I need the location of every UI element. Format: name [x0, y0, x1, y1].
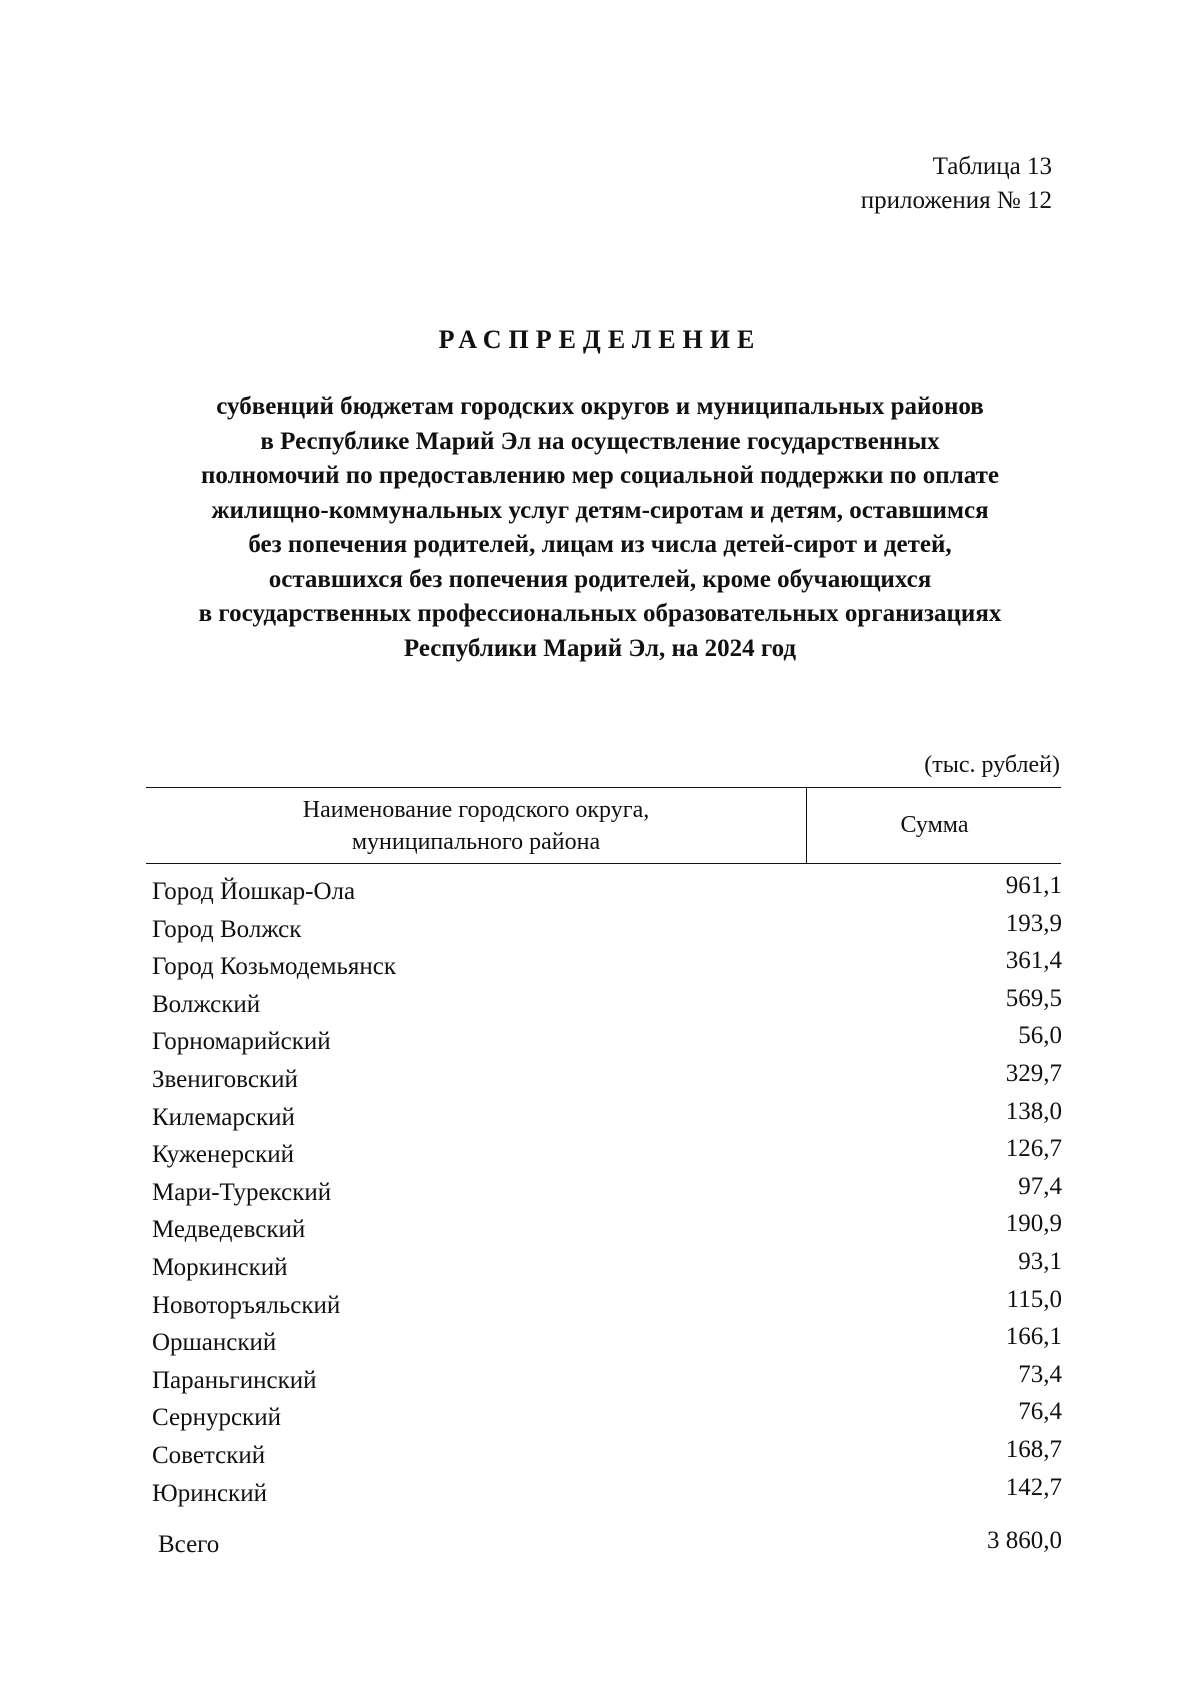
row-name: Килемарский [152, 1103, 295, 1131]
column-header-name [146, 788, 807, 863]
row-value: 56,0 [1018, 1022, 1062, 1050]
row-name: Волжский [152, 990, 261, 1018]
table-row [152, 1024, 1062, 1062]
column-header-sum: Сумма [900, 812, 969, 838]
row-value: 93,1 [1018, 1247, 1062, 1275]
row-name: Город Козьмодемьянск [152, 953, 396, 981]
row-value: 138,0 [1005, 1097, 1062, 1125]
row-name: Звениговский [152, 1065, 298, 1093]
row-name: Мари-Турекский [152, 1178, 332, 1206]
table-reference [861, 150, 1052, 218]
table-row [152, 1360, 1062, 1401]
row-value: 193,9 [1005, 909, 1062, 937]
column-header-name-line: Наименование городского округа, [302, 796, 650, 823]
row-name: Сернурский [152, 1404, 281, 1432]
document-title: РАСПРЕДЕЛЕНИЕ [438, 325, 762, 354]
table-row [152, 1212, 1062, 1250]
units-label: (тыс. рублей) [924, 752, 1060, 778]
total-value: 3 860,0 [987, 1527, 1062, 1554]
table-body [152, 874, 1062, 1513]
subtitle-line: без попечения родителей, лицам из числа детей-сирот и детей, [248, 531, 952, 558]
subtitle-line: оставшихся без попечения родителей, кроме обучающихся [268, 565, 932, 593]
total-label: Всего [158, 1531, 220, 1558]
table-row [152, 1285, 1062, 1326]
table-row [152, 1400, 1062, 1438]
row-value: 142,7 [1005, 1473, 1062, 1501]
subtitle-line: в Республике Марий Эл на осуществление государственных [260, 427, 940, 455]
document-subtitle [150, 390, 1050, 666]
table-row [152, 1059, 1062, 1100]
row-name: Моркинский [152, 1253, 288, 1281]
subtitle-line: Республики Марий Эл, на 2024 год [403, 634, 797, 662]
subtitle-line: полномочий по предоставлению мер социальной поддержки по оплате [201, 462, 999, 489]
table-row [152, 1435, 1062, 1476]
row-value: 115,0 [1006, 1285, 1062, 1313]
row-value: 569,5 [1005, 984, 1062, 1012]
row-name: Оршанский [152, 1329, 277, 1357]
row-name: Медведевский [152, 1216, 306, 1244]
row-value: 961,1 [1005, 872, 1062, 899]
table-row [152, 1137, 1062, 1175]
subtitle-line: в государственных профессиональных образовательных организациях [198, 600, 1002, 627]
row-name: Советский [152, 1441, 266, 1469]
table-row [152, 949, 1062, 987]
row-value: 361,4 [1005, 947, 1062, 975]
table-row [152, 984, 1062, 1025]
row-value: 166,1 [1005, 1323, 1062, 1351]
row-value: 76,4 [1018, 1398, 1062, 1426]
table-number: Таблица 13 [932, 153, 1052, 180]
subtitle-line: субвенций бюджетам городских округов и муниципальных районов [216, 393, 984, 420]
column-header-name-line: муниципального района [351, 828, 601, 855]
table-row [152, 1172, 1062, 1213]
table-row [152, 1325, 1062, 1363]
row-name: Куженерский [152, 1141, 294, 1169]
table-row [152, 1097, 1062, 1138]
subtitle-line: жилищно-коммунальных услуг детям-сиротам и детям, оставшимся [211, 496, 989, 524]
row-name: Город Волжск [152, 915, 302, 943]
row-value: 190,9 [1005, 1210, 1062, 1238]
row-value: 329,7 [1005, 1059, 1062, 1087]
appendix-number: приложения № 12 [860, 187, 1052, 214]
row-value: 73,4 [1018, 1360, 1062, 1388]
row-value: 168,7 [1005, 1435, 1062, 1463]
total-row [152, 1527, 1062, 1565]
table-header [146, 787, 1061, 864]
row-value: 97,4 [1018, 1172, 1062, 1200]
table-row [152, 909, 1062, 950]
table-row [152, 1247, 1062, 1288]
row-value: 126,7 [1005, 1135, 1062, 1163]
row-name: Горномарийский [152, 1028, 331, 1056]
row-name: Город Йошкар-Ола [152, 878, 356, 905]
row-name: Параньгинский [152, 1366, 317, 1394]
table-row [152, 874, 1062, 912]
row-name: Новоторъяльский [152, 1291, 341, 1319]
table-row [152, 1473, 1062, 1514]
row-name: Юринский [152, 1479, 267, 1507]
